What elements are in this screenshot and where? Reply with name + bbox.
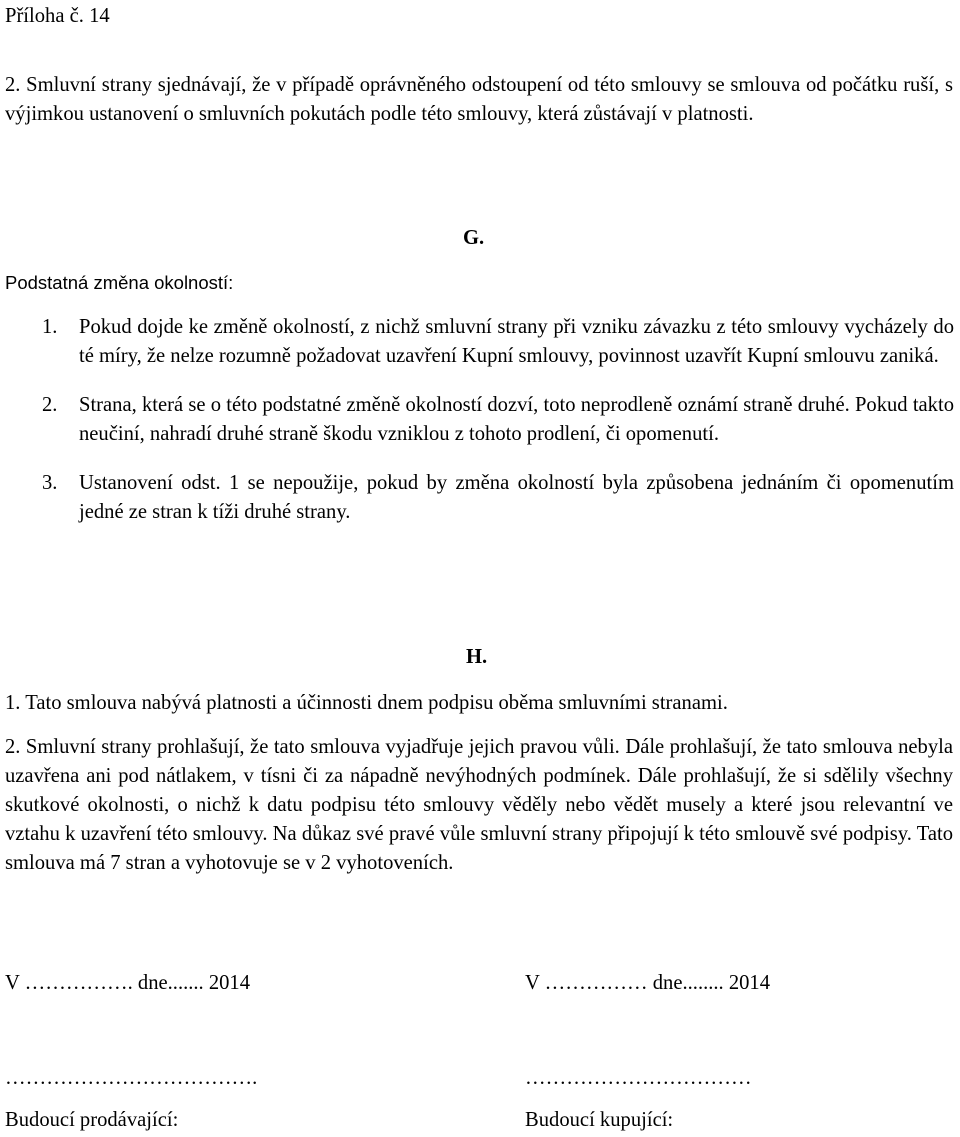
list-item-text: Pokud dojde ke změně okolností, z nichž smluvní strany při vzniku závazku z této smlouvy vycházely do té míry, že nelze rozumně požadovat uzavření Kupní smlouvy, povinnost uzavřít Kupní smlouvu zaniká. [79,316,954,367]
buyer-signature-line: …………………………… [525,1067,752,1089]
section-h-heading: H. [466,646,488,668]
list-item-text: Ustanovení odst. 1 se nepoužije, pokud by změna okolností byla způsobena jednáním či opomenutím jedné ze stran k tíži druhé strany. [79,472,954,523]
list-item-number: 1. [42,316,58,338]
seller-signature-line: ………………………………. [5,1067,258,1089]
section-h-paragraph-2: 2. Smluvní strany prohlašují, že tato smlouva vyjadřuje jejich pravou vůli. Dále prohlašují, že tato smlouva nebyla uzavřena ani pod nátlakem, v tísni či za nápadně nevýhodných podmínek. Dále prohlašují, že si sdělily všechny skutkové okolnosti, o nichž k datu podpisu této smlouvy věděly nebo vědět musely a které jsou relevantní ve vztahu k uzavření této smlouvy. Na důkaz své pravé vůle smluvní strany připojují k této smlouvě své podpisy. Tato smlouva má 7 stran a vyhotovuje se v 2 vyhotoveních. [5,736,953,874]
list-item [42,313,954,371]
section-f-paragraph-2: 2. Smluvní strany sjednávají, že v případě oprávněného odstoupení od této smlouvy se smlouva od počátku ruší, s výjimkou ustanovení o smluvních pokutách podle této smlouvy, která zůstávají v platnosti. [5,74,953,125]
list-item-number: 3. [42,472,58,494]
list-item [42,469,954,527]
seller-place-date: V ……………. dne....... 2014 [5,972,251,994]
buyer-place-date: V …………… dne........ 2014 [525,972,771,994]
seller-label: Budoucí prodávající: [5,1109,179,1131]
section-h-paragraph-1: 1. Tato smlouva nabývá platnosti a účinnosti dnem podpisu oběma smluvními stranami. [5,692,728,714]
buyer-label: Budoucí kupující: [525,1109,674,1131]
annex-label: Příloha č. 14 [5,5,110,27]
section-g-heading: G. [463,227,485,249]
list-item [42,391,954,449]
list-item-text: Strana, která se o této podstatné změně okolností dozví, toto neprodleně oznámí straně druhé. Pokud takto neučiní, nahradí druhé straně škodu vzniklou z tohoto prodlení, či opomenutí. [79,394,954,445]
section-g-title: Podstatná změna okolností: [5,272,234,293]
list-item-number: 2. [42,394,58,416]
section-g-list [42,313,954,527]
